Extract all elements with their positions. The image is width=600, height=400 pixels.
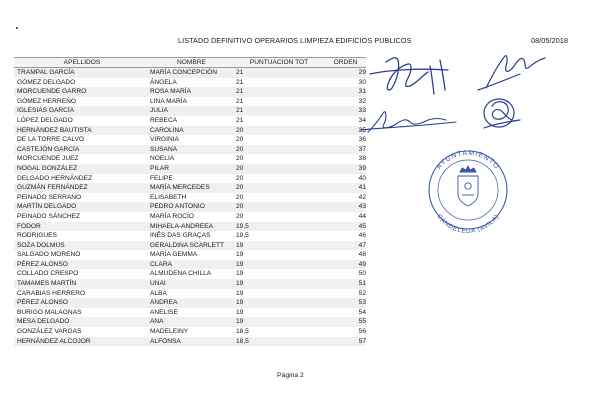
cell-apellidos: GUZMÁN FERNÁNDEZ [14,183,147,193]
cell-puntuacion: 21 [233,68,322,78]
table-row [14,97,366,107]
cell-nombre: SUSANA [147,145,233,155]
cell-puntuacion: 20 [233,164,322,174]
table-row [14,126,366,136]
table-row [14,174,366,184]
column-header-orden: ORDEN [322,58,366,68]
cell-orden: 48 [358,251,366,259]
cell-orden: 31 [322,87,366,97]
table-row [14,260,366,270]
cell-orden: 54 [358,308,366,316]
cell-apellidos: MARTÍN DELGADO [14,202,147,212]
cell-nombre: VIRGINIA [150,136,179,144]
svg-text:AYUNTAMIENTO [436,150,501,171]
cell-puntuacion: 20 [236,136,244,144]
table-row [14,308,366,318]
cell-apellidos: IGLESIAS GARCÍA [14,106,147,116]
cell-orden: 47 [322,241,366,251]
cell-apellidos: COLLADO CRESPO [17,270,79,278]
cell-apellidos: GÓMEZ HERREÑO [17,97,76,105]
cell-nombre: MARÍA GEMMA [150,251,198,259]
table-row [14,212,366,222]
cell-nombre: ANA [147,317,233,327]
cell-nombre: ÁNGELA [150,78,177,86]
document-title: LISTADO DEFINITIVO OPERARIOS LIMPIEZA EDIFICIOS PUBLICOS [178,36,412,45]
cell-nombre: MARÍA MERCEDES [147,183,233,193]
cell-puntuacion: 20 [236,193,244,201]
table-row [14,279,366,289]
cell-puntuacion: 18,5 [233,337,322,347]
cell-apellidos: PEINADO SERRANO [17,193,82,201]
table-row [14,183,366,193]
column-header-puntuacion: PUNTUACION TOT [233,58,322,68]
table-row [14,154,366,164]
stamp-text-bottom: CANDELEDA (AVILA) [435,213,501,236]
svg-text:CANDELEDA (AVILA) [435,213,501,235]
table-header-row [14,58,366,68]
cell-apellidos: BURIGO MALAGNAS [17,308,82,316]
cell-orden: 40 [358,174,366,182]
stamp-text-top: AYUNTAMIENTO [435,149,501,171]
cell-nombre: UNAI [147,279,233,289]
cell-orden: 42 [358,193,366,201]
cell-nombre: MARÍA CONCEPCIÓN [147,68,233,78]
cell-nombre: ANDREA [147,298,233,308]
table-row [14,116,366,126]
table-row [14,269,366,279]
cell-apellidos: PÉREZ ALONSO [14,298,147,308]
cell-nombre: FELIPE [150,174,173,182]
cell-nombre: CLARA [147,260,233,270]
table-row [14,250,366,260]
municipal-stamp [429,150,507,235]
cell-orden: 45 [322,222,366,232]
cell-orden: 36 [358,136,366,144]
cell-puntuacion: 20 [233,202,322,212]
table-row [14,145,366,155]
table-row [14,202,366,212]
cell-apellidos: SALGADO MORENO [17,251,81,259]
cell-puntuacion: 19 [236,251,244,259]
cell-orden: 44 [358,212,366,220]
cell-nombre: ALMUDENA CHILLA [150,270,212,278]
cell-puntuacion: 20 [236,212,244,220]
table-row [14,68,366,78]
cell-orden: 30 [358,78,366,86]
cell-puntuacion: 19 [236,308,244,316]
cell-apellidos: MORCUENDE JUEZ [17,155,79,163]
document-date: 08/05/2018 [531,36,568,45]
table-row [14,135,366,145]
cell-orden: 38 [358,155,366,163]
cell-puntuacion: 19,5 [236,232,249,240]
cell-nombre: JULIA [147,106,233,116]
table-row [14,337,366,347]
table-row [14,164,366,174]
coat-of-arms-icon [458,166,478,206]
cell-orden: 37 [322,145,366,155]
cell-puntuacion: 18,5 [236,328,249,336]
cell-nombre: MARÍA ROCÍO [150,212,194,220]
cell-apellidos: MESA DELGADO [14,317,147,327]
cell-nombre: ALFONSA [147,337,233,347]
cell-orden: 35 [322,126,366,136]
cell-apellidos: PÉREZ ALONSO [14,260,147,270]
table-row [14,193,366,203]
cell-nombre: ELISABETH [150,193,187,201]
table-row [14,78,366,88]
cell-orden: 34 [358,116,366,124]
table-row [14,106,366,116]
cell-apellidos: HERNÁNDEZ BAUTISTA [14,126,147,136]
cell-orden: 57 [322,337,366,347]
cell-nombre: GERALDINA SCARLETT [147,241,233,251]
cell-orden: 32 [358,97,366,105]
table-row [14,327,366,337]
cell-nombre: MIHAELA-ANDREEA [147,222,233,232]
cell-apellidos: CASTEJÓN GARCÍA [14,145,147,155]
cell-puntuacion: 19,5 [233,222,322,232]
cell-nombre: NOELIA [150,155,175,163]
table-row [14,87,366,97]
cell-orden: 41 [322,183,366,193]
signature-3 [360,112,456,132]
cell-apellidos: NOGAL GONZÁLEZ [14,164,147,174]
cell-apellidos: TAMAMES MARTÍN [14,279,147,289]
column-header-apellidos: APELLIDOS [14,58,147,68]
cell-puntuacion: 21 [233,106,322,116]
cell-apellidos: GÓMEZ DELGADO [17,78,76,86]
cell-apellidos: HERNÁNDEZ ALCOJOR [14,337,147,347]
table-row [14,231,366,241]
cell-orden: 50 [358,270,366,278]
signature-1 [370,58,448,94]
cell-nombre: ROSA MARÍA [147,87,233,97]
cell-puntuacion: 19 [233,317,322,327]
cell-puntuacion: 19 [233,260,322,270]
cell-puntuacion: 20 [236,155,244,163]
page-number: Página 2 [277,372,304,379]
cell-puntuacion: 21 [236,97,244,105]
cell-nombre: PILAR [147,164,233,174]
cell-apellidos: RODRIGUES [17,232,57,240]
cell-orden: 51 [322,279,366,289]
table-row [14,241,366,251]
cell-apellidos: PEINADO SÁNCHEZ [17,212,81,220]
cell-puntuacion: 20 [233,183,322,193]
cell-apellidos: SOZA DOLMUS [14,241,147,251]
cell-orden: 49 [322,260,366,270]
signature-4 [484,99,520,128]
cell-orden: 43 [322,202,366,212]
cell-apellidos: LÓPEZ DELGADO [17,116,73,124]
column-header-nombre: NOMBRE [147,58,233,68]
cell-nombre: ALBA [150,289,167,297]
cell-puntuacion: 21 [233,87,322,97]
cell-apellidos: CARABIAS HERRERO [17,289,86,297]
scan-dot [16,27,18,29]
cell-puntuacion: 19 [233,298,322,308]
cell-puntuacion: 19 [233,279,322,289]
table-row [14,317,366,327]
cell-puntuacion: 20 [233,126,322,136]
cell-orden: 39 [322,164,366,174]
cell-apellidos: DE LA TORRE CALVO [17,136,85,144]
signature-2 [478,56,545,90]
cell-orden: 46 [358,232,366,240]
cell-orden: 33 [322,106,366,116]
cell-apellidos: GONZÁLEZ VARGAS [17,328,82,336]
cell-puntuacion: 19 [236,289,244,297]
candidates-table [14,57,366,346]
cell-orden: 53 [322,298,366,308]
cell-orden: 52 [358,289,366,297]
table-row [14,222,366,232]
cell-orden: 55 [322,317,366,327]
cell-nombre: MADELEINY [150,328,189,336]
cell-apellidos: TRAMPAL GARCÍA [14,68,147,78]
cell-apellidos: DELGADO HERNÁNDEZ [17,174,93,182]
cell-nombre: CAROLINA [147,126,233,136]
cell-puntuacion: 20 [233,145,322,155]
cell-orden: 56 [358,328,366,336]
cell-nombre: ANELISE [150,308,178,316]
table-row [14,289,366,299]
cell-apellidos: MORCUENDE GARRO [14,87,147,97]
cell-nombre: INÊS DAS GRAÇAS [150,232,211,240]
cell-nombre: REBECA [150,116,178,124]
cell-nombre: LINA MARÍA [150,97,188,105]
table-row [14,298,366,308]
cell-puntuacion: 19 [233,241,322,251]
cell-apellidos: FODOR [14,222,147,232]
cell-orden: 29 [322,68,366,78]
cell-puntuacion: 19 [236,270,244,278]
cell-nombre: PEDRO ANTONIO [147,202,233,212]
cell-puntuacion: 21 [236,78,244,86]
cell-puntuacion: 21 [236,116,244,124]
cell-puntuacion: 20 [236,174,244,182]
